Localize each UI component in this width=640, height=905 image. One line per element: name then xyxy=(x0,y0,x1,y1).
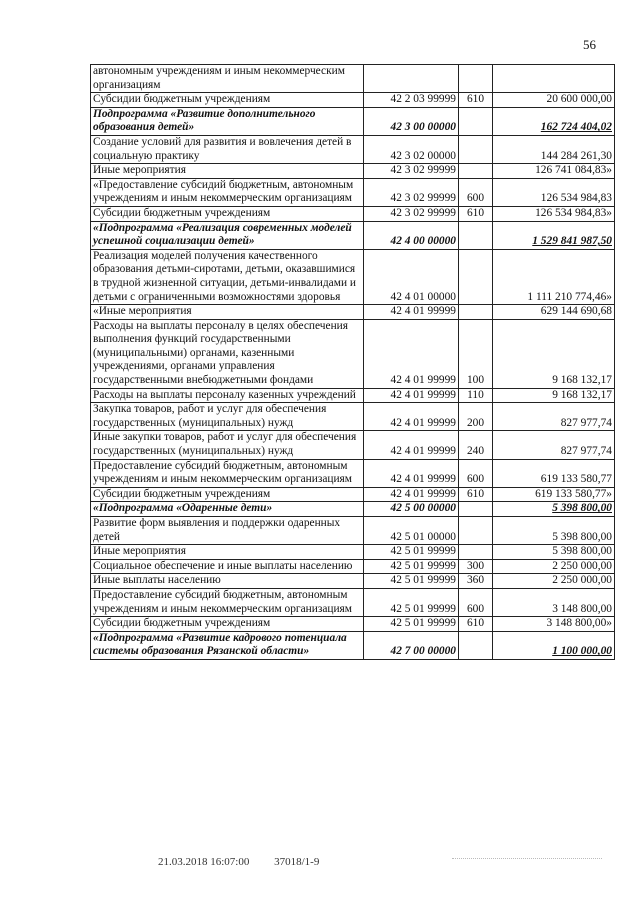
table-row xyxy=(91,403,615,431)
item-name-cell: «Предоставление субсидий бюджетным, автономным учреждениям и иным некоммерческим организациям xyxy=(91,178,364,206)
footer xyxy=(158,856,341,868)
amount-cell: 629 144 690,68 xyxy=(493,305,615,320)
subprogram-row xyxy=(91,631,615,659)
expense-type-cell: 610 xyxy=(459,206,493,221)
table-row xyxy=(91,305,615,320)
subprogram-row xyxy=(91,107,615,135)
amount-cell: 162 724 404,02 xyxy=(493,107,615,135)
target-code-cell: 42 4 01 99999 xyxy=(364,459,459,487)
expense-type-cell xyxy=(459,135,493,163)
target-code-cell: 42 3 02 99999 xyxy=(364,178,459,206)
amount-cell: 827 977,74 xyxy=(493,431,615,459)
target-code-cell: 42 5 01 99999 xyxy=(364,617,459,632)
amount-cell: 126 534 984,83 xyxy=(493,178,615,206)
item-name-cell: Иные закупки товаров, работ и услуг для обеспечения государственных (муниципальных) нужд xyxy=(91,431,364,459)
target-code-cell: 42 3 02 99999 xyxy=(364,206,459,221)
subprogram-row xyxy=(91,221,615,249)
target-code-cell: 42 5 01 99999 xyxy=(364,545,459,560)
table-row xyxy=(91,65,615,93)
amount-cell: 5 398 800,00 xyxy=(493,545,615,560)
expense-type-cell xyxy=(459,65,493,93)
target-code-cell: 42 5 00 00000 xyxy=(364,502,459,517)
amount-cell: 20 600 000,00 xyxy=(493,93,615,108)
item-name-cell: Субсидии бюджетным учреждениям xyxy=(91,93,364,108)
table-row xyxy=(91,559,615,574)
page-number: 56 xyxy=(583,37,596,52)
table-row xyxy=(91,588,615,616)
amount-cell: 3 148 800,00 xyxy=(493,588,615,616)
target-code-cell: 42 4 01 99999 xyxy=(364,487,459,502)
target-code-cell: 42 3 00 00000 xyxy=(364,107,459,135)
faint-footer-mark xyxy=(452,858,602,860)
item-name-cell: Иные выплаты населению xyxy=(91,574,364,589)
target-code-cell: 42 3 02 00000 xyxy=(364,135,459,163)
table-row xyxy=(91,249,615,304)
item-name-cell: «Подпрограмма «Реализация современных моделей успешной социализации детей» xyxy=(91,221,364,249)
budget-table xyxy=(90,64,615,660)
expense-type-cell xyxy=(459,107,493,135)
expense-type-cell xyxy=(459,164,493,179)
table-row xyxy=(91,178,615,206)
amount-cell: 1 529 841 987,50 xyxy=(493,221,615,249)
amount-cell: 3 148 800,00» xyxy=(493,617,615,632)
amount-cell: 2 250 000,00 xyxy=(493,559,615,574)
amount-cell: 144 284 261,30 xyxy=(493,135,615,163)
target-code-cell: 42 4 01 99999 xyxy=(364,388,459,403)
expense-type-cell: 600 xyxy=(459,178,493,206)
amount-cell: 126 741 084,83» xyxy=(493,164,615,179)
item-name-cell: Расходы на выплаты персоналу в целях обеспечения выполнения функций государственными (муниципальными) органами, казенными учреждениями, органами управления государственными внебюджетными фондами xyxy=(91,319,364,388)
table-row xyxy=(91,319,615,388)
item-name-cell: Иные мероприятия xyxy=(91,545,364,560)
expense-type-cell: 110 xyxy=(459,388,493,403)
expense-type-cell xyxy=(459,305,493,320)
expense-type-cell: 360 xyxy=(459,574,493,589)
item-name-cell: «Подпрограмма «Развитие кадрового потенциала системы образования Рязанской области» xyxy=(91,631,364,659)
footer-datetime: 21.03.2018 16:07:00 xyxy=(158,856,250,868)
amount-cell: 619 133 580,77» xyxy=(493,487,615,502)
item-name-cell: Иные мероприятия xyxy=(91,164,364,179)
amount-cell: 827 977,74 xyxy=(493,403,615,431)
table-row xyxy=(91,487,615,502)
expense-type-cell: 100 xyxy=(459,319,493,388)
target-code-cell: 42 4 01 99999 xyxy=(364,403,459,431)
amount-cell: 126 534 984,83» xyxy=(493,206,615,221)
amount-cell: 9 168 132,17 xyxy=(493,319,615,388)
expense-type-cell xyxy=(459,249,493,304)
table-row xyxy=(91,617,615,632)
table-row xyxy=(91,517,615,545)
table-row xyxy=(91,431,615,459)
item-name-cell: Предоставление субсидий бюджетным, автономным учреждениям и иным некоммерческим организациям xyxy=(91,588,364,616)
table-row xyxy=(91,93,615,108)
item-name-cell: Предоставление субсидий бюджетным, автономным учреждениям и иным некоммерческим организациям xyxy=(91,459,364,487)
subprogram-row xyxy=(91,502,615,517)
expense-type-cell: 610 xyxy=(459,617,493,632)
target-code-cell: 42 4 01 00000 xyxy=(364,249,459,304)
expense-type-cell: 200 xyxy=(459,403,493,431)
amount-cell: 1 100 000,00 xyxy=(493,631,615,659)
table-row xyxy=(91,574,615,589)
item-name-cell: Подпрограмма «Развитие дополнительного образования детей» xyxy=(91,107,364,135)
target-code-cell: 42 5 01 00000 xyxy=(364,517,459,545)
amount-cell: 5 398 800,00 xyxy=(493,517,615,545)
item-name-cell: Создание условий для развития и вовлечения детей в социальную практику xyxy=(91,135,364,163)
target-code-cell: 42 4 01 99999 xyxy=(364,431,459,459)
expense-type-cell: 610 xyxy=(459,487,493,502)
footer-doc-number: 37018/1-9 xyxy=(274,856,320,868)
target-code-cell: 42 3 02 99999 xyxy=(364,164,459,179)
expense-type-cell: 300 xyxy=(459,559,493,574)
item-name-cell: Социальное обеспечение и иные выплаты населению xyxy=(91,559,364,574)
expense-type-cell: 600 xyxy=(459,459,493,487)
target-code-cell: 42 5 01 99999 xyxy=(364,588,459,616)
target-code-cell xyxy=(364,65,459,93)
expense-type-cell: 610 xyxy=(459,93,493,108)
expense-type-cell: 600 xyxy=(459,588,493,616)
item-name-cell: Закупка товаров, работ и услуг для обеспечения государственных (муниципальных) нужд xyxy=(91,403,364,431)
target-code-cell: 42 5 01 99999 xyxy=(364,559,459,574)
table-row xyxy=(91,545,615,560)
budget-table-body xyxy=(91,65,615,660)
item-name-cell: автономным учреждениям и иным некоммерческим организациям xyxy=(91,65,364,93)
item-name-cell: «Подпрограмма «Одаренные дети» xyxy=(91,502,364,517)
amount-cell: 1 111 210 774,46» xyxy=(493,249,615,304)
target-code-cell: 42 2 03 99999 xyxy=(364,93,459,108)
target-code-cell: 42 4 01 99999 xyxy=(364,305,459,320)
item-name-cell: Расходы на выплаты персоналу казенных учреждений xyxy=(91,388,364,403)
amount-cell: 2 250 000,00 xyxy=(493,574,615,589)
item-name-cell: «Иные мероприятия xyxy=(91,305,364,320)
expense-type-cell xyxy=(459,517,493,545)
table-row xyxy=(91,206,615,221)
amount-cell: 5 398 800,00 xyxy=(493,502,615,517)
amount-cell: 9 168 132,17 xyxy=(493,388,615,403)
item-name-cell: Субсидии бюджетным учреждениям xyxy=(91,487,364,502)
item-name-cell: Субсидии бюджетным учреждениям xyxy=(91,617,364,632)
table-row xyxy=(91,388,615,403)
expense-type-cell xyxy=(459,545,493,560)
table-row xyxy=(91,135,615,163)
amount-cell: 619 133 580,77 xyxy=(493,459,615,487)
expense-type-cell xyxy=(459,631,493,659)
item-name-cell: Субсидии бюджетным учреждениям xyxy=(91,206,364,221)
expense-type-cell xyxy=(459,502,493,517)
item-name-cell: Развитие форм выявления и поддержки одаренных детей xyxy=(91,517,364,545)
amount-cell xyxy=(493,65,615,93)
target-code-cell: 42 4 01 99999 xyxy=(364,319,459,388)
table-row xyxy=(91,459,615,487)
table-row xyxy=(91,164,615,179)
expense-type-cell xyxy=(459,221,493,249)
target-code-cell: 42 5 01 99999 xyxy=(364,574,459,589)
item-name-cell: Реализация моделей получения качественного образования детьми-сиротами, детьми, оказавшимися в трудной жизненной ситуации, детьми-инвалидами и детьми с ограниченными возможностями здоровья xyxy=(91,249,364,304)
target-code-cell: 42 4 00 00000 xyxy=(364,221,459,249)
expense-type-cell: 240 xyxy=(459,431,493,459)
target-code-cell: 42 7 00 00000 xyxy=(364,631,459,659)
